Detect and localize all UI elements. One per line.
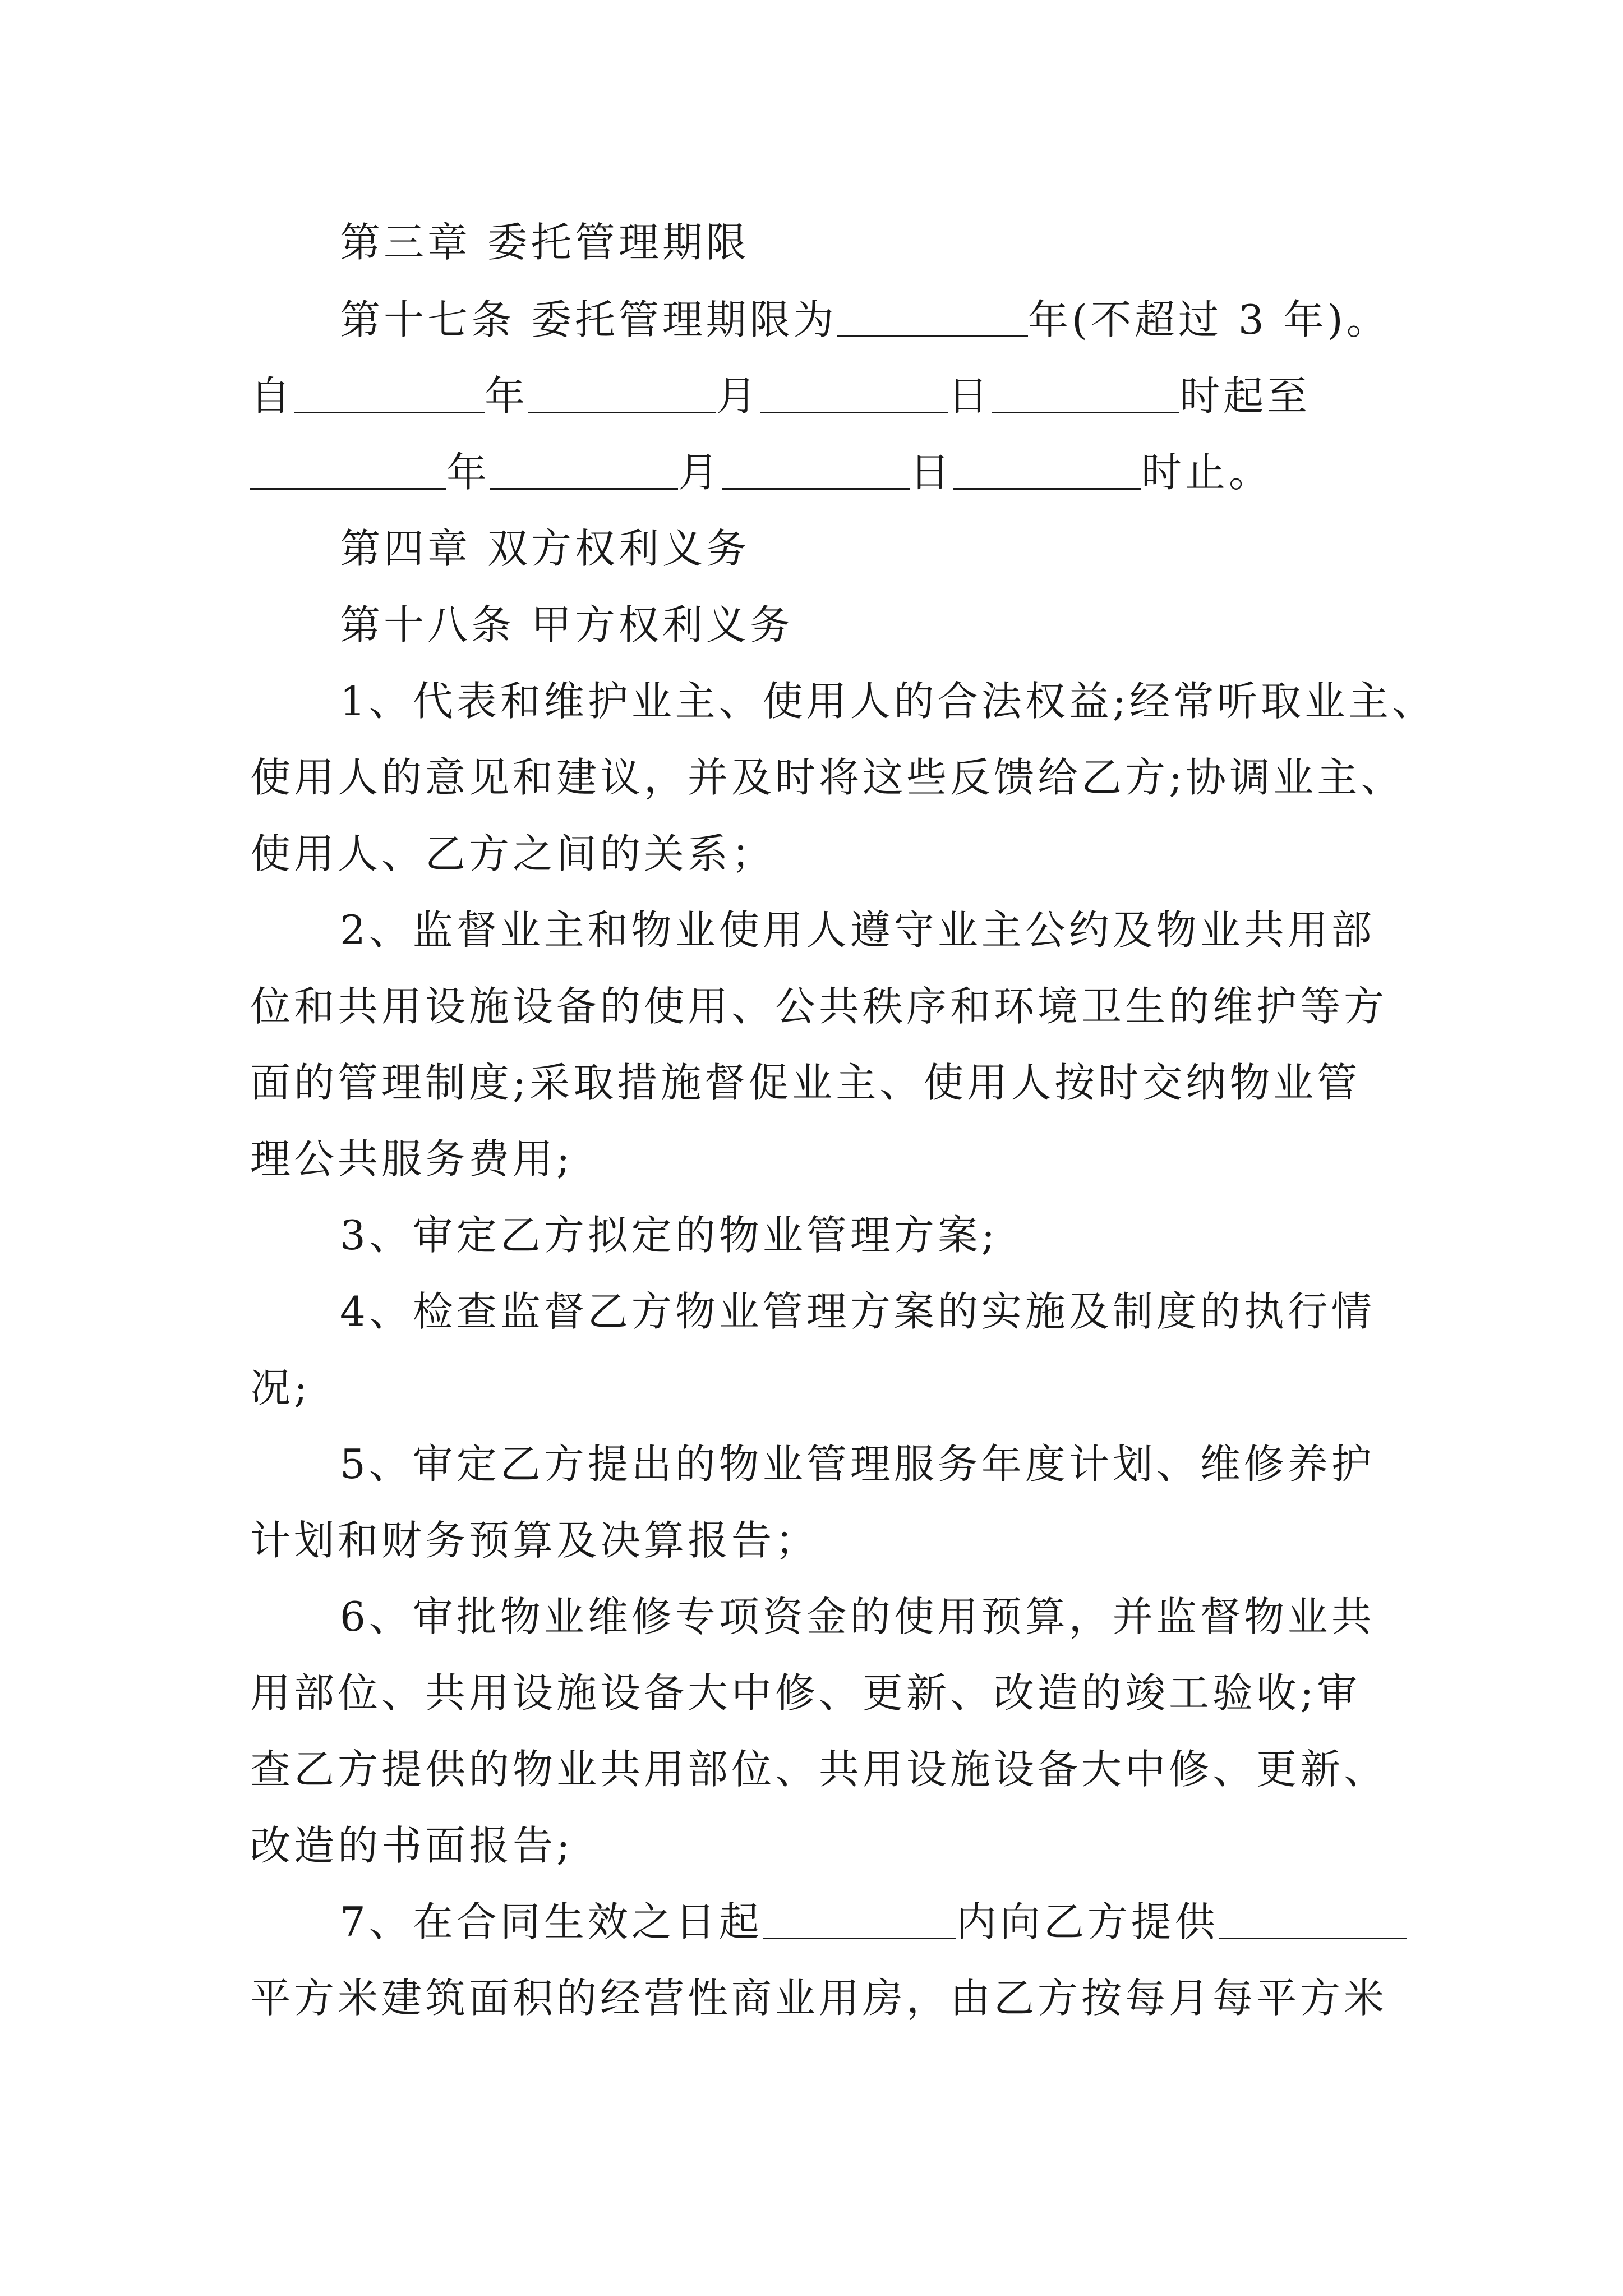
end-year-blank — [250, 444, 446, 490]
article-17-text: 年 — [446, 449, 491, 496]
item-2-line-1: 2、监督业主和物业使用人遵守业主公约及物业共用部 — [340, 907, 1375, 954]
item-2-line-4: 理公共服务费用; — [250, 1135, 574, 1182]
item-2-line-3: 面的管理制度;采取措施督促业主、使用人按时交纳物业管 — [250, 1059, 1361, 1106]
item-1-line-2: 使用人的意见和建议，并及时将这些反馈给乙方;协调业主、 — [250, 754, 1405, 801]
article-17-text: 日 — [910, 449, 954, 496]
article-18-heading: 第十八条 甲方权利义务 — [340, 601, 794, 648]
article-17-line-3 — [250, 444, 1405, 500]
chapter-3-heading: 第三章 委托管理期限 — [340, 219, 750, 266]
term-years-blank — [837, 292, 1028, 337]
item-3-line-1: 3、审定乙方拟定的物业管理方案; — [340, 1212, 999, 1259]
item-4-line-1: 4、检查监督乙方物业管理方案的实施及制度的执行情 — [340, 1288, 1375, 1335]
item-1-line-1: 1、代表和维护业主、使用人的合法权益;经常听取业主、 — [340, 678, 1436, 725]
item-1-line-3: 使用人、乙方之间的关系； — [250, 830, 776, 877]
item-2-line-2: 位和共用设施设备的使用、公共秩序和环境卫生的维护等方 — [250, 983, 1388, 1030]
item-7-line-1 — [340, 1894, 1405, 1950]
article-17-line-2 — [250, 368, 1405, 424]
item-4-line-2: 况; — [250, 1364, 311, 1411]
item-7-text: 7、在合同生效之日起 — [340, 1898, 763, 1945]
article-17-line-1 — [340, 292, 1405, 348]
chapter-4-heading: 第四章 双方权利义务 — [340, 525, 750, 572]
item-5-line-1: 5、审定乙方提出的物业管理服务年度计划、维修养护 — [340, 1441, 1375, 1488]
item-6-line-2: 用部位、共用设施设备大中修、更新、改造的竣工验收;审 — [250, 1669, 1361, 1717]
article-17-text: 年 — [485, 372, 529, 420]
item-6-line-3: 查乙方提供的物业共用部位、共用设施设备大中修、更新、 — [250, 1746, 1388, 1793]
item-6-line-1: 6、审批物业维修专项资金的使用预算，并监督物业共 — [340, 1593, 1375, 1640]
article-17-text: 第十七条 委托管理期限为 — [340, 296, 837, 343]
start-day-blank — [760, 368, 948, 413]
end-hour-blank — [953, 444, 1141, 490]
article-17-text: 自 — [250, 372, 294, 420]
provide-period-blank — [763, 1894, 956, 1939]
article-17-text: 日 — [948, 372, 992, 420]
end-month-blank — [490, 444, 678, 490]
article-17-text: 年(不超过 3 年)。 — [1027, 296, 1390, 343]
article-17-text: 月 — [716, 372, 760, 420]
start-hour-blank — [992, 368, 1179, 413]
area-blank — [1219, 1894, 1407, 1939]
item-7-line-2: 平方米建筑面积的经营性商业用房，由乙方按每月每平方米 — [250, 1975, 1388, 2022]
article-17-text: 时起至 — [1179, 372, 1311, 420]
item-7-text: 内向乙方提供 — [956, 1898, 1219, 1945]
end-day-blank — [722, 444, 910, 490]
item-6-line-4: 改造的书面报告; — [250, 1822, 574, 1869]
item-5-line-2: 计划和财务预算及决算报告； — [250, 1517, 819, 1564]
article-17-text: 时止。 — [1141, 449, 1273, 496]
start-year-blank — [294, 368, 485, 413]
article-17-text: 月 — [678, 449, 722, 496]
start-month-blank — [528, 368, 716, 413]
